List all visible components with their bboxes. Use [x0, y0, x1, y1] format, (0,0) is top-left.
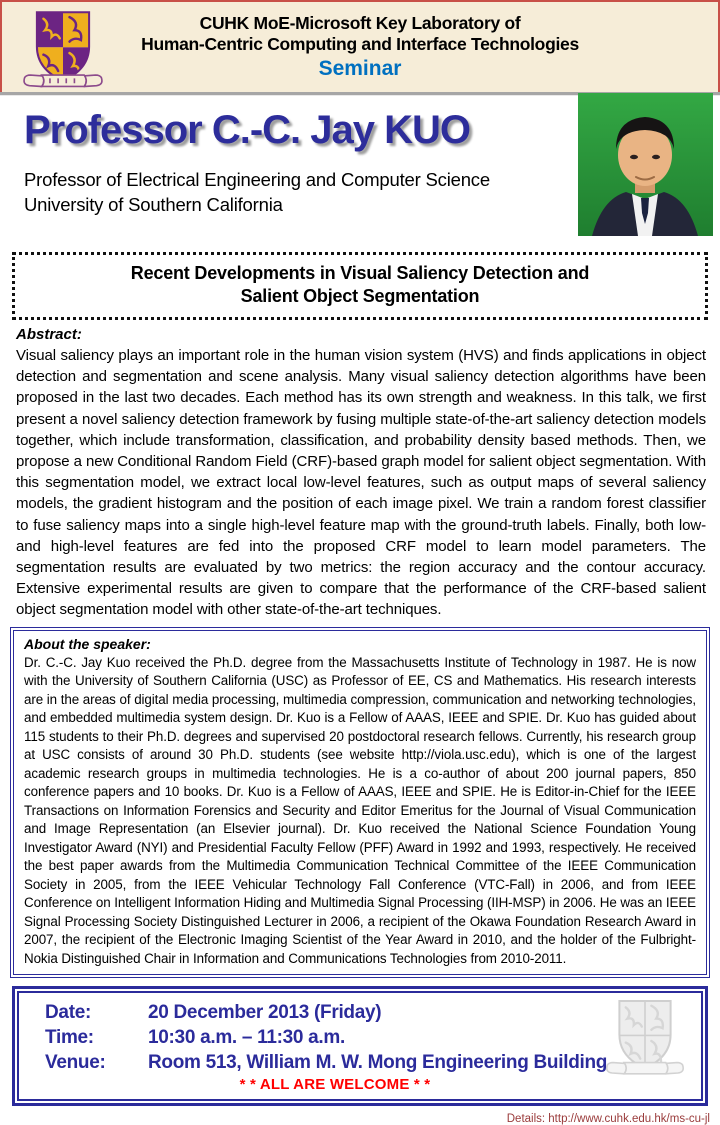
- event-rows: [45, 1000, 701, 1075]
- date-value: 20 December 2013 (Friday): [148, 1002, 382, 1024]
- event-info-inner: [17, 991, 703, 1101]
- time-value: 10:30 a.m. – 11:30 a.m.: [148, 1027, 345, 1049]
- details-url: Details: http://www.cuhk.edu.hk/ms-cu-jl: [506, 1113, 710, 1125]
- speaker-title-line2: University of Southern California: [24, 194, 283, 215]
- event-date-row: [45, 1000, 701, 1025]
- talk-title-line2: Salient Object Segmentation: [240, 286, 480, 306]
- bio-body: Dr. C.-C. Jay Kuo received the Ph.D. degree from the Massachusetts Institute of Technology in 1987. He is now with the University of Southern California (USC) as Professor of EE, CS and Mathematics. His research interests are in the areas of digital media processing, multimedia compression, communication and networking technologies, and embedded multimedia system design. Dr. Kuo is a Fellow of AAAS, IEEE and SPIE. Dr. Kuo has guided about 115 students to their Ph.D. degrees and supervised 20 postdoctoral research fellows. Currently, his research group at USC consists of around 30 Ph.D. students (see website http://viola.usc.edu), which is one of the largest academic research groups in multimedia technologies. He is a co-author of about 200 journal papers, 850 conference papers and 10 books. Dr. Kuo is a Fellow of AAAS, IEEE and SPIE. He is Editor-in-Chief for the IEEE Transactions on Information Forensics and Security and Editor Emeritus for the Journal of Visual Communication and Image Representation (an Elsevier journal). Dr. Kuo received the National Science Foundation Young Investigator Award (NYI) and Presidential Faculty Fellow (PFF) Award in 1992 and 1993, respectively. He received the best paper awards from the Multimedia Communication Technical Committee of the IEEE Communication Society in 2005, from the IEEE Vehicular Technology Fall Conference (VTC-Fall) in 2006, and from IEEE Conference on Intelligent Information Hiding and Multimedia Signal Processing (IIH-MSP) in 2006. He was an IEEE Signal Processing Society Distinguished Lecturer in 2006, a recipient of the Okawa Foundation Research Award in 2007, the recipient of the Electronic Imaging Scientist of the Year Award in 2010, and the holder of the Fulbright-Nokia Distinguished Chair in Information and Communications Technologies from 2010-2011.: [24, 654, 696, 966]
- bio-heading: About the speaker:: [24, 635, 151, 652]
- time-label: Time:: [45, 1027, 94, 1049]
- seminar-label: Seminar: [318, 57, 402, 80]
- event-venue-row: [45, 1050, 701, 1075]
- event-info-box: [12, 986, 708, 1106]
- abstract-body: Visual saliency plays an important role in the human vision system (HVS) and finds applications in object detection and segmentation and scene analysis. Many visual saliency detection algorithms have been proposed in the last two decades. Each method has its own strength and weakness. In this talk, we first present a novel saliency detection framework by fusing multiple state-of-the-art saliency detection models together, which include transformation, classification, and probability density based methods. Then, we propose a new Conditional Random Field (CRF)-based graph model for salient object segmentation. With this segmentation model, we extract local low-level features, such as output maps of several saliency models, the gradient histogram and the position of each image pixel. We train a random forest classifier to fuse saliency maps into a single high-level feature map with the ground-truth labels. Finally, both low- and high-level features are fed into the proposed CRF model to learn model parameters. The segmentation results are evaluated by two metrics: the region accuracy and the contour accuracy. Extensive experimental results are given to compare that the performance of the CRF-based salient object segmentation model with other state-of-the-art techniques.: [16, 347, 706, 619]
- abstract-heading: Abstract:: [16, 326, 82, 343]
- venue-label: Venue:: [45, 1052, 106, 1074]
- cuhk-logo-icon: [22, 9, 104, 93]
- speaker-title-line1: Professor of Electrical Engineering and Computer Science: [24, 169, 490, 190]
- talk-title-line1: Recent Developments in Visual Saliency Detection and: [130, 263, 590, 283]
- speaker-name: Professor C.-C. Jay KUO: [24, 108, 471, 152]
- header-band: [0, 0, 720, 92]
- venue-value: Room 513, William M. W. Mong Engineering Building: [148, 1052, 608, 1074]
- lab-title-line2: Human-Centric Computing and Interface Technologies: [141, 34, 579, 54]
- event-time-row: [45, 1025, 701, 1050]
- speaker-portrait-photo: [578, 93, 713, 236]
- abstract-section: [16, 325, 706, 621]
- speaker-bio-box: [10, 627, 710, 979]
- date-label: Date:: [45, 1002, 92, 1024]
- lab-title-line1: CUHK MoE-Microsoft Key Laboratory of: [199, 13, 521, 33]
- all-are-welcome-text: * * ALL ARE WELCOME * *: [239, 1076, 431, 1094]
- speaker-block: [0, 96, 720, 248]
- talk-title-box: [12, 252, 708, 320]
